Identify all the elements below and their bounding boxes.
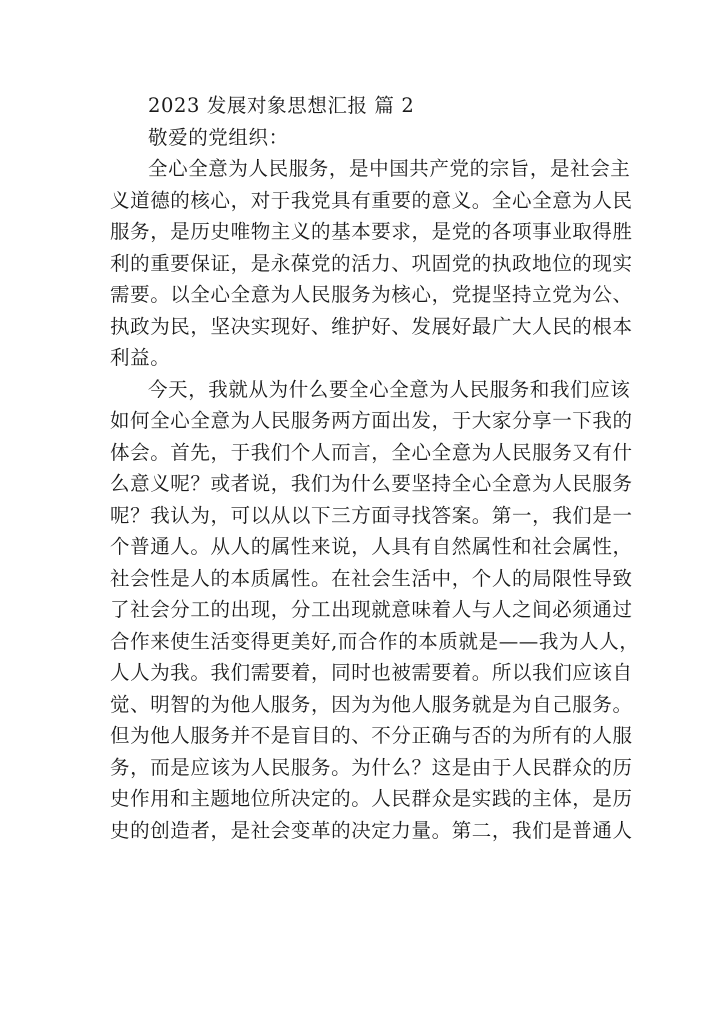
salutation: 敬爱的党组织：	[148, 125, 289, 149]
text-line: 如何全心全意为人民服务两方面出发，于大家分享一下我的	[110, 409, 633, 432]
text-line: 务，而是应该为人民服务。为什么？这是由于人民群众的历	[110, 755, 633, 779]
text-line: 全心全意为人民服务，是中国共产党的宗旨，是社会主	[148, 157, 631, 180]
text-line: 合作来使生活变得更美好,而合作的本质就是——我为人人，	[110, 629, 640, 653]
document-title: 2023 发展对象思想汇报 篇 2	[148, 94, 415, 117]
text-line: 今天，我就从为什么要全心全意为人民服务和我们应该	[148, 377, 631, 401]
text-line: 义道德的核心，对于我党具有重要的意义。全心全意为人民	[110, 188, 633, 212]
text-line: 社会性是人的本质属性。在社会生活中，个人的局限性导致	[110, 566, 633, 590]
text-line: 但为他人服务并不是盲目的、不分正确与否的为所有的人服	[110, 724, 633, 747]
paragraph-2	[110, 374, 640, 847]
text-line: 执政为民，坚决实现好、维护好、发展好最广大人民的根本	[110, 314, 633, 338]
text-line: 么意义呢？或者说，我们为什么要坚持全心全意为人民服务	[110, 472, 633, 495]
text-line: 体会。首先，于我们个人而言，全心全意为人民服务又有什	[110, 440, 633, 464]
text-line: 个普通人。从人的属性来说，人具有自然属性和社会属性，	[110, 535, 633, 558]
text-line: 服务，是历史唯物主义的基本要求，是党的各项事业取得胜	[110, 220, 633, 243]
text-line: 史的创造者，是社会变革的决定力量。第二，我们是普通人	[110, 818, 633, 842]
text-line: 史作用和主题地位所决定的。人民群众是实践的主体，是历	[110, 787, 633, 810]
text-line: 人人为我。我们需要着，同时也被需要着。所以我们应该自	[110, 661, 633, 684]
text-line: 利益。	[110, 346, 171, 369]
text-line: 需要。以全心全意为人民服务为核心，党提坚持立党为公、	[110, 283, 633, 306]
text-line: 觉、明智的为他人服务，因为为他人服务就是为自己服务。	[110, 692, 633, 716]
text-line: 呢？我认为，可以从以下三方面寻找答案。第一，我们是一	[110, 503, 633, 527]
paragraph-1	[110, 153, 633, 374]
text-line: 了社会分工的出现，分工出现就意味着人与人之间必须通过	[110, 598, 633, 621]
text-line: 利的重要保证，是永葆党的活力、巩固党的执政地位的现实	[110, 251, 633, 275]
document-body	[110, 90, 640, 846]
